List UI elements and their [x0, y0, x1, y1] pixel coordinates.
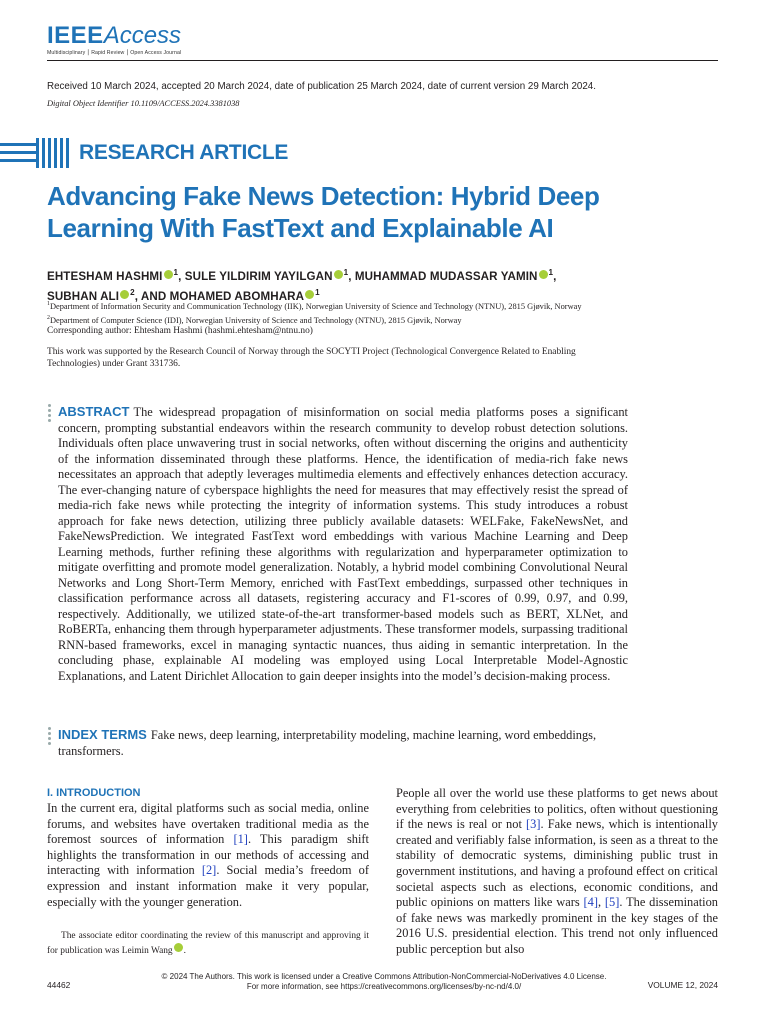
paragraph-text: . This paradigm shift highlights the transformation in our methods of accessing and interacting with information: [47, 832, 369, 878]
index-terms: [58, 727, 628, 759]
citation-link[interactable]: [4]: [583, 895, 598, 910]
title-line-1: Advancing Fake News Detection: Hybrid Deep: [47, 181, 600, 211]
journal-name-bold: IEEE: [47, 22, 104, 49]
body-column-left: [47, 786, 369, 910]
author-name: EHTESHAM HASHMI: [47, 269, 163, 283]
abstract: [58, 404, 628, 684]
paragraph: [47, 801, 369, 910]
volume-info: VOLUME 12, 2024: [647, 980, 718, 990]
orcid-icon[interactable]: [539, 270, 548, 279]
affiliation-1: Department of Information Security and Communication Technology (IIK), Norwegian University of Science and Technology (NTNU), 2815 Gjøvik, Norway: [49, 301, 582, 311]
corresponding-author: Corresponding author: Ehtesham Hashmi (hashmi.ehtesham@ntnu.no): [47, 326, 313, 336]
index-terms-dots-icon: [48, 727, 52, 747]
paragraph-text: People all over the world use these platforms to get news about everything from celebrities to politics, often without questioning if the news is real or not: [396, 786, 718, 832]
journal-tagline: Multidisciplinary ⎮ Rapid Review ⎮ Open Access Journal: [47, 50, 182, 56]
paragraph-text: . The dissemination of fake news was markedly prominent in the key stages of the 2016 U.S. presidential election. This trend not only influenced public perception but also: [396, 895, 718, 956]
affiliation-mark: 1: [173, 268, 179, 277]
affiliation-mark: 2: [130, 287, 135, 297]
journal-name-italic: Access: [103, 22, 182, 49]
citation-link[interactable]: [5]: [604, 895, 620, 910]
orcid-icon[interactable]: [164, 270, 173, 279]
license-line-2[interactable]: For more information, see https://creativecommons.org/licenses/by-nc-nd/4.0/: [246, 982, 522, 991]
header-rule: [47, 60, 718, 61]
license-notice: [150, 972, 618, 992]
author-name: SUBHAN ALI: [47, 289, 120, 303]
author-name: , AND MOHAMED ABOMHARA: [134, 289, 305, 303]
affiliation-mark: 1: [343, 268, 349, 277]
section-heading: I. INTRODUCTION: [47, 787, 141, 799]
abstract-text: The widespread propagation of misinformation on social media platforms poses a significant concern, prompting substantial endeavors within the research community to develop robust detection solutions. Individuals often place unwavering trust in social networks, often without discerning the origins and authenticity of the information disseminated through these platforms. Hence, the identification of media-rich fake news necessitates an approach that adeptly leverages multimedia elements and effectively enhances detection accuracy. The ever-changing nature of cyberspace highlights the need for measures that may effectively resist the spread of media-rich fake news while protecting the integrity of information systems. This study introduces a robust approach for fake news detection, utilizing three publicly available datasets: WELFake, FakeNewsNet, and FakeNewsPrediction. We integrated FastText word embeddings with various Machine Learning and Deep Learning methods, further refining these algorithms with regularization and hyperparameter optimization to mitigate overfitting and promote model generalization. Notably, a hybrid model combining Convolutional Neural Networks and Long Short-Term Memory, enriched with FastText embeddings, surpassed other techniques in classification performance across all datasets, registering accuracy and F1-scores of 0.99, 0.97, and 0.99, respectively. Additionally, we utilized state-of-the-art transformer-based models such as BERT, XLNet, and RoBERTa, enhancing them through hyperparameter adjustments. These transformer models, surpassing traditional RNN-based frameworks, excel in managing syntactic nuances, thus aiding in semantic interpretation. In the concluding phase, explainable AI modeling was employed using Local Interpretable Model-Agnostic Explanations, and Latent Dirichlet Allocation to gain deeper insights into the model’s decision-making process.: [58, 405, 628, 683]
orcid-icon[interactable]: [334, 270, 343, 279]
affiliation-mark: 1: [315, 287, 320, 297]
author-separator: ,: [553, 269, 557, 283]
citation-separator: ,: [597, 895, 605, 910]
body-column-right: [396, 786, 718, 958]
doi: Digital Object Identifier 10.1109/ACCESS.2024.3381038: [47, 99, 240, 108]
footnote-text: The associate editor coordinating the review of this manuscript and approving it for publication was Leimin Wang: [47, 931, 369, 956]
abstract-label: ABSTRACT: [58, 404, 130, 419]
paper-title: [47, 180, 727, 244]
author-name: , SULE YILDIRIM YAYILGAN: [178, 269, 333, 283]
article-type: RESEARCH ARTICLE: [79, 141, 289, 164]
citation-link[interactable]: [1]: [233, 832, 248, 847]
editor-footnote: [47, 929, 369, 958]
paragraph-text: In the current era, digital platforms such as social media, online forums, and websites have overtaken traditional media as the foremost sources of information: [47, 801, 369, 847]
orcid-icon[interactable]: [174, 943, 183, 952]
paragraph-text: . Fake news, which is intentionally created and verifiably false information, is seen as a threat to the stability of democratic systems, diminishing public trust in government institutions, and having a profound effect on critical societal aspects such as elections, economic conditions, and public opinions on matters like wars: [396, 817, 718, 910]
title-line-2: Learning With FastText and Explainable AI: [47, 213, 554, 243]
funding-note: This work was supported by the Research Council of Norway through the SOCYTI Project (Technological Convergence Related to Enabling Technologies) under Grant 331736.: [47, 347, 576, 369]
license-line-1: © 2024 The Authors. This work is licensed under a Creative Commons Attribution-NonCommercial-NoDerivatives 4.0 License.: [161, 972, 607, 981]
journal-logo: [47, 22, 181, 56]
footnote-end: .: [183, 946, 186, 956]
article-type-bars-icon: [0, 137, 70, 169]
affiliation-number: 2: [47, 314, 50, 321]
abstract-dots-icon: [48, 404, 52, 424]
author-name: , MUHAMMAD MUDASSAR YAMIN: [348, 269, 538, 283]
affiliation-number: 1: [47, 301, 50, 307]
page-number: 44462: [47, 980, 71, 990]
citation-link[interactable]: [2]: [201, 863, 217, 878]
citation-link[interactable]: [3]: [526, 817, 541, 832]
affiliation-2: Department of Computer Science (IDI), Norwegian University of Science and Technology (NTNU), 2815 Gjøvik, Norway: [49, 315, 462, 325]
affiliation-mark: 1: [548, 268, 554, 277]
index-terms-label: INDEX TERMS: [58, 727, 147, 742]
orcid-icon[interactable]: [305, 290, 314, 299]
publication-dates: Received 10 March 2024, accepted 20 March 2024, date of publication 25 March 2024, date of current version 29 March 2024.: [47, 81, 596, 92]
affiliations: [47, 299, 727, 326]
paragraph-text: . Social media’s freedom of expression and instant information make it very popular, especially with the younger generation.: [47, 863, 369, 909]
index-terms-text: Fake news, deep learning, interpretability modeling, machine learning, word embeddings, transformers.: [58, 728, 597, 758]
orcid-icon[interactable]: [120, 290, 129, 299]
